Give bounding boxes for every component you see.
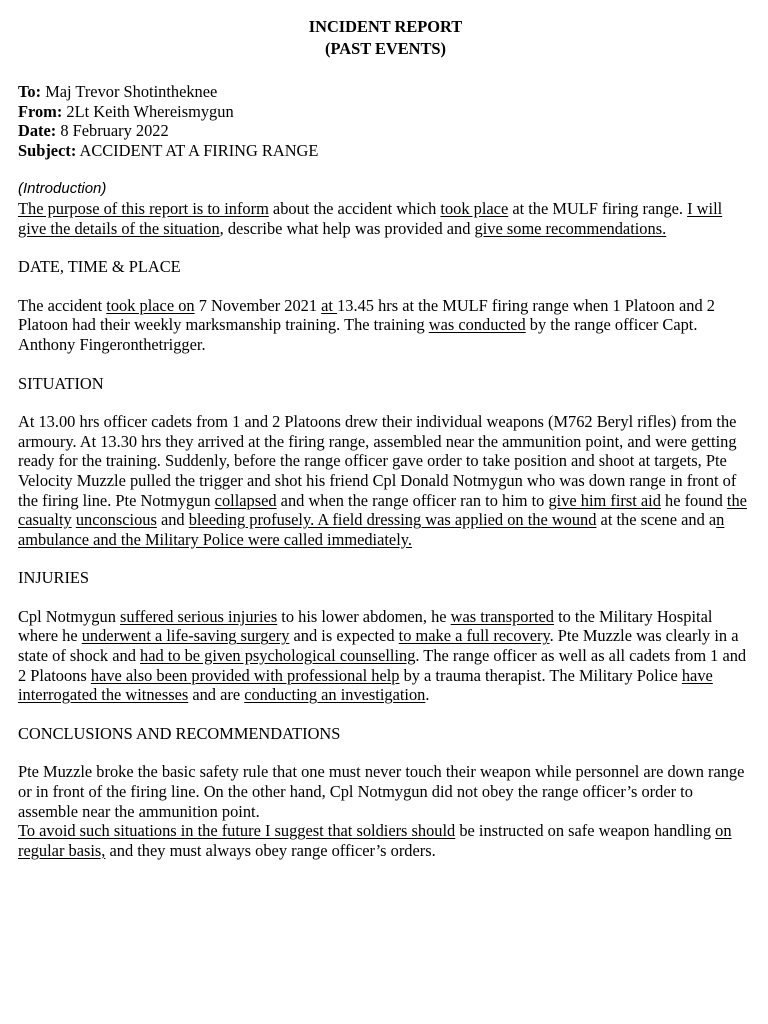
conclusions-phrase: on regular basis, <box>18 821 732 860</box>
intro-text: at the MULF firing range. <box>508 198 688 218</box>
date-phrase: at <box>321 295 338 315</box>
situation-phrase: bleeding profusely. A field dressing was applied on the wound <box>188 510 597 530</box>
conclusions-phrase: To avoid such situations in the future I suggest that soldiers should <box>18 821 456 841</box>
from-line <box>18 102 753 122</box>
situation-phrase: the casualty <box>18 490 747 530</box>
subject-label: Subject: <box>18 140 77 160</box>
intro-phrase: took place <box>440 198 509 218</box>
report-title: INCIDENT REPORT <box>308 17 463 36</box>
section-heading-situation: SITUATION <box>18 373 104 393</box>
injuries-text: to the Military Hospital where he <box>18 606 713 646</box>
situation-phrase: give him first aid <box>548 490 661 510</box>
situation-paragraph <box>18 412 753 549</box>
conclusions-paragraph <box>18 762 753 860</box>
intro-phrase: I will give the details of the situation <box>18 198 723 238</box>
injuries-phrase: to make a full recovery <box>398 626 550 646</box>
date-text: The accident <box>18 295 107 315</box>
intro-text: about the accident which <box>268 198 441 218</box>
introduction-label: (Introduction) <box>18 180 107 198</box>
situation-phrase: unconscious <box>75 510 157 530</box>
to-label: To: <box>18 82 42 101</box>
date-line <box>18 121 753 141</box>
date-text: 13.45 hrs at the MULF firing range when 1 Platoon and 2 Platoon had their weekly marksmanship training. The training <box>18 295 715 335</box>
date-text: by the range officer Capt. Anthony Fingeronthetrigger. <box>18 315 698 354</box>
from-label: From: <box>18 101 63 121</box>
incident-report-document <box>18 16 753 860</box>
conclusions-text: be instructed on safe weapon handling <box>455 821 716 841</box>
from-value: 2Lt Keith Whereismygun <box>66 101 234 121</box>
section-heading-injuries: INJURIES <box>18 568 90 588</box>
injuries-text: . <box>425 685 430 705</box>
introduction-paragraph <box>18 199 753 238</box>
injuries-phrase: have interrogated the witnesses <box>18 665 713 705</box>
injuries-text: Cpl Notmygun <box>18 606 120 626</box>
injuries-text: and are <box>188 685 245 705</box>
injuries-phrase: suffered serious injuries <box>120 606 278 626</box>
date-phrase: took place on <box>106 295 195 315</box>
injuries-text: . The range officer as well as all cadets from 1 and 2 Platoons <box>18 646 747 685</box>
date-paragraph <box>18 296 753 355</box>
injuries-phrase: had to be given psychological counselling <box>140 646 416 666</box>
intro-text: , describe what help was provided and <box>219 218 475 238</box>
section-heading-date: DATE, TIME & PLACE <box>18 257 181 277</box>
situation-text: At 13.00 hrs officer cadets from 1 and 2 Platoons drew their individual weapons (M762 Beryl rifles) from the armoury. At 13.30 hrs they arrived at the firing range, assembled near the ammunition point, and were getting ready for the training. Suddenly, before the range officer gave order to take position and shoot at targets, Pte Velocity Muzzle pulled the trigger and shot his friend Cpl Donald Notmygun who was down range in front of the firing line. Pte Notmygun <box>18 412 737 510</box>
situation-phrase: n ambulance and the Military Police were called immediately. <box>18 510 725 549</box>
injuries-text: and is expected <box>289 626 399 646</box>
subject-value: ACCIDENT AT A FIRING RANGE <box>79 140 319 160</box>
conclusions-text: and they must always obey range officer’s orders. <box>105 840 436 860</box>
injuries-paragraph <box>18 607 753 705</box>
date-label: Date: <box>18 121 57 141</box>
injuries-phrase: underwent a life-saving surgery <box>81 626 290 646</box>
intro-phrase: give some recommendations. <box>474 218 667 238</box>
date-text: 7 November 2021 <box>194 295 322 315</box>
situation-phrase: collapsed <box>214 490 277 510</box>
to-line <box>18 82 753 102</box>
injuries-text: by a trauma therapist. The Military Police <box>399 665 682 685</box>
injuries-phrase: conducting an investigation <box>244 685 426 705</box>
injuries-phrase: have also been provided with professional help <box>90 665 400 685</box>
intro-phrase: The purpose of this report is to inform <box>18 198 269 218</box>
situation-text: at the scene and a <box>596 510 717 530</box>
injuries-phrase: was transported <box>450 606 554 626</box>
injuries-text: . Pte Muzzle was clearly in a state of shock and <box>18 626 739 666</box>
date-phrase: was conducted <box>428 315 526 335</box>
injuries-text: to his lower abdomen, he <box>277 606 451 626</box>
memo-header <box>18 82 753 160</box>
date-value: 8 February 2022 <box>60 121 169 141</box>
subject-line <box>18 141 753 161</box>
to-value: Maj Trevor Shotintheknee <box>45 82 218 101</box>
situation-text: and when the range officer ran to him to <box>276 490 549 510</box>
report-subtitle: (PAST EVENTS) <box>325 39 446 58</box>
situation-text: he found <box>660 490 727 510</box>
conclusions-text: Pte Muzzle broke the basic safety rule that one must never touch their weapon while personnel are down range or in front of the firing line. On the other hand, Cpl Notmygun did not obey the range officer’s order to assemble near the ammunition point. <box>18 762 745 821</box>
section-heading-conclusions: CONCLUSIONS AND RECOMMENDATIONS <box>18 723 341 743</box>
situation-text: and <box>156 510 189 530</box>
